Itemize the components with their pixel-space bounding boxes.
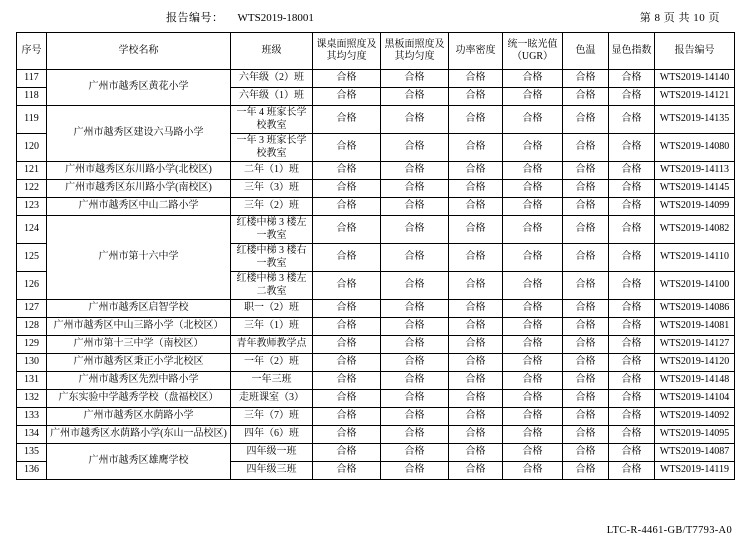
cell-board-illuminance: 合格 (381, 198, 449, 216)
cell-desk-illuminance: 合格 (313, 318, 381, 336)
cell-board-illuminance: 合格 (381, 408, 449, 426)
column-header-board-illuminance: 黑板面照度及其均匀度 (381, 33, 449, 70)
cell-report-number: WTS2019-14081 (655, 318, 735, 336)
cell-sequence: 135 (17, 444, 47, 462)
cell-desk-illuminance: 合格 (313, 426, 381, 444)
cell-sequence: 130 (17, 354, 47, 372)
cell-school-name: 广州市第十三中学（南校区） (47, 336, 231, 354)
table-row (17, 372, 735, 390)
cell-report-number: WTS2019-14135 (655, 106, 735, 134)
cell-desk-illuminance: 合格 (313, 272, 381, 300)
cell-ugr: 合格 (503, 318, 563, 336)
cell-desk-illuminance: 合格 (313, 198, 381, 216)
cell-color-temperature: 合格 (563, 300, 609, 318)
table-row (17, 426, 735, 444)
cell-report-number: WTS2019-14087 (655, 444, 735, 462)
column-header-ugr: 统一眩光值（UGR） (503, 33, 563, 70)
cell-power-density: 合格 (449, 198, 503, 216)
cell-ugr: 合格 (503, 180, 563, 198)
cell-sequence: 132 (17, 390, 47, 408)
cell-school-name: 广州市越秀区启智学校 (47, 300, 231, 318)
cell-color-rendering-index: 合格 (609, 426, 655, 444)
cell-school-name: 广州市越秀区建设六马路小学 (47, 106, 231, 162)
cell-color-rendering-index: 合格 (609, 336, 655, 354)
cell-color-rendering-index: 合格 (609, 180, 655, 198)
cell-ugr: 合格 (503, 354, 563, 372)
cell-desk-illuminance: 合格 (313, 216, 381, 244)
cell-board-illuminance: 合格 (381, 372, 449, 390)
cell-school-name: 广州市越秀区东川路小学(北校区) (47, 162, 231, 180)
table-row (17, 444, 735, 462)
cell-desk-illuminance: 合格 (313, 462, 381, 480)
cell-class: 三年（7）班 (231, 408, 313, 426)
cell-power-density: 合格 (449, 88, 503, 106)
cell-desk-illuminance: 合格 (313, 244, 381, 272)
cell-color-temperature: 合格 (563, 426, 609, 444)
column-header-report-number: 报告编号 (655, 33, 735, 70)
cell-board-illuminance: 合格 (381, 180, 449, 198)
cell-desk-illuminance: 合格 (313, 134, 381, 162)
cell-color-temperature: 合格 (563, 162, 609, 180)
cell-report-number: WTS2019-14082 (655, 216, 735, 244)
cell-power-density: 合格 (449, 444, 503, 462)
cell-board-illuminance: 合格 (381, 70, 449, 88)
cell-desk-illuminance: 合格 (313, 70, 381, 88)
cell-color-temperature: 合格 (563, 272, 609, 300)
cell-ugr: 合格 (503, 106, 563, 134)
cell-desk-illuminance: 合格 (313, 408, 381, 426)
cell-power-density: 合格 (449, 426, 503, 444)
cell-power-density: 合格 (449, 462, 503, 480)
cell-sequence: 120 (17, 134, 47, 162)
cell-color-rendering-index: 合格 (609, 318, 655, 336)
cell-school-name: 广州市越秀区先烈中路小学 (47, 372, 231, 390)
cell-ugr: 合格 (503, 70, 563, 88)
table-row (17, 408, 735, 426)
column-header-school: 学校名称 (47, 33, 231, 70)
cell-color-rendering-index: 合格 (609, 444, 655, 462)
cell-color-temperature: 合格 (563, 444, 609, 462)
cell-ugr: 合格 (503, 162, 563, 180)
cell-power-density: 合格 (449, 70, 503, 88)
table-row (17, 70, 735, 88)
page-header (16, 0, 734, 25)
column-header-desk-illuminance: 课桌面照度及其均匀度 (313, 33, 381, 70)
cell-sequence: 122 (17, 180, 47, 198)
cell-report-number: WTS2019-14113 (655, 162, 735, 180)
cell-color-temperature: 合格 (563, 354, 609, 372)
cell-ugr: 合格 (503, 372, 563, 390)
cell-school-name: 广州市越秀区中山三路小学（北校区） (47, 318, 231, 336)
cell-report-number: WTS2019-14100 (655, 272, 735, 300)
cell-report-number: WTS2019-14080 (655, 134, 735, 162)
cell-color-temperature: 合格 (563, 244, 609, 272)
cell-report-number: WTS2019-14104 (655, 390, 735, 408)
table-row (17, 300, 735, 318)
cell-class: 职一（2）班 (231, 300, 313, 318)
cell-report-number: WTS2019-14092 (655, 408, 735, 426)
cell-color-rendering-index: 合格 (609, 272, 655, 300)
cell-board-illuminance: 合格 (381, 390, 449, 408)
cell-color-temperature: 合格 (563, 390, 609, 408)
cell-sequence: 127 (17, 300, 47, 318)
cell-board-illuminance: 合格 (381, 336, 449, 354)
cell-class: 红楼中梯 3 楼右一教室 (231, 244, 313, 272)
cell-power-density: 合格 (449, 318, 503, 336)
page-indicator: 第 8 页 共 10 页 (639, 12, 720, 24)
cell-class: 一年 3 班家长学校教室 (231, 134, 313, 162)
cell-sequence: 121 (17, 162, 47, 180)
cell-school-name: 广东实验中学越秀学校（盘福校区） (47, 390, 231, 408)
cell-class: 走班课室（3） (231, 390, 313, 408)
cell-color-rendering-index: 合格 (609, 372, 655, 390)
cell-color-temperature: 合格 (563, 198, 609, 216)
cell-ugr: 合格 (503, 426, 563, 444)
cell-board-illuminance: 合格 (381, 426, 449, 444)
cell-sequence: 134 (17, 426, 47, 444)
cell-report-number: WTS2019-14119 (655, 462, 735, 480)
cell-board-illuminance: 合格 (381, 216, 449, 244)
table-row (17, 216, 735, 244)
cell-report-number: WTS2019-14127 (655, 336, 735, 354)
cell-color-temperature: 合格 (563, 462, 609, 480)
cell-ugr: 合格 (503, 390, 563, 408)
cell-sequence: 128 (17, 318, 47, 336)
cell-report-number: WTS2019-14099 (655, 198, 735, 216)
cell-color-rendering-index: 合格 (609, 408, 655, 426)
cell-school-name: 广州市越秀区中山二路小学 (47, 198, 231, 216)
cell-color-temperature: 合格 (563, 88, 609, 106)
cell-color-temperature: 合格 (563, 318, 609, 336)
cell-board-illuminance: 合格 (381, 354, 449, 372)
cell-color-temperature: 合格 (563, 336, 609, 354)
cell-class: 红楼中梯 3 楼左一教室 (231, 216, 313, 244)
cell-color-rendering-index: 合格 (609, 354, 655, 372)
report-number-label: 报告编号： (166, 12, 224, 24)
cell-board-illuminance: 合格 (381, 444, 449, 462)
cell-power-density: 合格 (449, 272, 503, 300)
table-header-row (17, 33, 735, 70)
cell-ugr: 合格 (503, 88, 563, 106)
cell-class: 三年（2）班 (231, 198, 313, 216)
cell-class: 四年级三班 (231, 462, 313, 480)
cell-power-density: 合格 (449, 162, 503, 180)
cell-ugr: 合格 (503, 444, 563, 462)
cell-ugr: 合格 (503, 134, 563, 162)
table-row (17, 162, 735, 180)
cell-board-illuminance: 合格 (381, 244, 449, 272)
cell-report-number: WTS2019-14120 (655, 354, 735, 372)
cell-power-density: 合格 (449, 244, 503, 272)
table-row (17, 318, 735, 336)
cell-class: 六年级（1）班 (231, 88, 313, 106)
cell-desk-illuminance: 合格 (313, 162, 381, 180)
cell-desk-illuminance: 合格 (313, 336, 381, 354)
column-header-power-density: 功率密度 (449, 33, 503, 70)
cell-color-rendering-index: 合格 (609, 390, 655, 408)
cell-class: 一年 4 班家长学校教室 (231, 106, 313, 134)
cell-report-number: WTS2019-14121 (655, 88, 735, 106)
cell-school-name: 广州市越秀区雄鹰学校 (47, 444, 231, 480)
cell-desk-illuminance: 合格 (313, 354, 381, 372)
cell-power-density: 合格 (449, 300, 503, 318)
cell-power-density: 合格 (449, 134, 503, 162)
cell-sequence: 129 (17, 336, 47, 354)
cell-class: 一年三班 (231, 372, 313, 390)
cell-school-name: 广州市第十六中学 (47, 216, 231, 300)
cell-color-rendering-index: 合格 (609, 244, 655, 272)
cell-sequence: 117 (17, 70, 47, 88)
cell-class: 一年（2）班 (231, 354, 313, 372)
cell-class: 青年教师教学点 (231, 336, 313, 354)
cell-color-temperature: 合格 (563, 408, 609, 426)
column-header-seq: 序号 (17, 33, 47, 70)
cell-color-rendering-index: 合格 (609, 300, 655, 318)
cell-board-illuminance: 合格 (381, 134, 449, 162)
cell-class: 红楼中梯 3 楼左二教室 (231, 272, 313, 300)
cell-board-illuminance: 合格 (381, 300, 449, 318)
cell-school-name: 广州市越秀区东川路小学(南校区) (47, 180, 231, 198)
cell-school-name: 广州市越秀区水荫路小学(东山一品校区) (47, 426, 231, 444)
cell-color-temperature: 合格 (563, 372, 609, 390)
cell-power-density: 合格 (449, 372, 503, 390)
cell-power-density: 合格 (449, 106, 503, 134)
cell-board-illuminance: 合格 (381, 162, 449, 180)
cell-class: 六年级（2）班 (231, 70, 313, 88)
cell-power-density: 合格 (449, 390, 503, 408)
cell-color-temperature: 合格 (563, 70, 609, 88)
table-row (17, 180, 735, 198)
cell-board-illuminance: 合格 (381, 88, 449, 106)
cell-color-rendering-index: 合格 (609, 216, 655, 244)
cell-school-name: 广州市越秀区黄花小学 (47, 70, 231, 106)
cell-report-number: WTS2019-14145 (655, 180, 735, 198)
inspection-table (16, 32, 735, 480)
cell-ugr: 合格 (503, 408, 563, 426)
column-header-class: 班级 (231, 33, 313, 70)
table-row (17, 336, 735, 354)
cell-ugr: 合格 (503, 300, 563, 318)
cell-sequence: 136 (17, 462, 47, 480)
cell-power-density: 合格 (449, 180, 503, 198)
cell-school-name: 广州市越秀区秉正小学北校区 (47, 354, 231, 372)
cell-ugr: 合格 (503, 336, 563, 354)
cell-color-temperature: 合格 (563, 134, 609, 162)
table-row (17, 390, 735, 408)
cell-power-density: 合格 (449, 216, 503, 244)
cell-ugr: 合格 (503, 462, 563, 480)
cell-power-density: 合格 (449, 408, 503, 426)
cell-sequence: 125 (17, 244, 47, 272)
table-row (17, 106, 735, 134)
cell-desk-illuminance: 合格 (313, 444, 381, 462)
cell-class: 四年级一班 (231, 444, 313, 462)
cell-ugr: 合格 (503, 198, 563, 216)
cell-ugr: 合格 (503, 244, 563, 272)
cell-sequence: 126 (17, 272, 47, 300)
table-row (17, 198, 735, 216)
cell-sequence: 131 (17, 372, 47, 390)
report-number-value: WTS2019-18001 (237, 12, 314, 24)
column-header-color-temperature: 色温 (563, 33, 609, 70)
cell-ugr: 合格 (503, 216, 563, 244)
cell-color-rendering-index: 合格 (609, 88, 655, 106)
cell-power-density: 合格 (449, 354, 503, 372)
cell-report-number: WTS2019-14086 (655, 300, 735, 318)
cell-report-number: WTS2019-14140 (655, 70, 735, 88)
cell-power-density: 合格 (449, 336, 503, 354)
cell-color-rendering-index: 合格 (609, 70, 655, 88)
cell-color-rendering-index: 合格 (609, 134, 655, 162)
cell-report-number: WTS2019-14110 (655, 244, 735, 272)
cell-sequence: 133 (17, 408, 47, 426)
cell-color-rendering-index: 合格 (609, 162, 655, 180)
cell-ugr: 合格 (503, 272, 563, 300)
cell-desk-illuminance: 合格 (313, 300, 381, 318)
column-header-color-rendering-index: 显色指数 (609, 33, 655, 70)
cell-color-rendering-index: 合格 (609, 106, 655, 134)
cell-report-number: WTS2019-14095 (655, 426, 735, 444)
cell-board-illuminance: 合格 (381, 318, 449, 336)
cell-board-illuminance: 合格 (381, 106, 449, 134)
cell-board-illuminance: 合格 (381, 462, 449, 480)
cell-sequence: 119 (17, 106, 47, 134)
cell-desk-illuminance: 合格 (313, 88, 381, 106)
cell-report-number: WTS2019-14148 (655, 372, 735, 390)
cell-sequence: 123 (17, 198, 47, 216)
table-head (17, 33, 735, 70)
cell-color-rendering-index: 合格 (609, 198, 655, 216)
cell-color-temperature: 合格 (563, 180, 609, 198)
cell-class: 三年（3）班 (231, 180, 313, 198)
table-row (17, 354, 735, 372)
table-body (17, 70, 735, 480)
cell-class: 四年（6）班 (231, 426, 313, 444)
cell-color-temperature: 合格 (563, 216, 609, 244)
cell-desk-illuminance: 合格 (313, 372, 381, 390)
document-code: LTC-R-4461-GB/T7793-A0 (606, 525, 732, 536)
cell-board-illuminance: 合格 (381, 272, 449, 300)
cell-sequence: 124 (17, 216, 47, 244)
cell-color-temperature: 合格 (563, 106, 609, 134)
cell-class: 二年（1）班 (231, 162, 313, 180)
cell-desk-illuminance: 合格 (313, 180, 381, 198)
cell-class: 三年（1）班 (231, 318, 313, 336)
cell-desk-illuminance: 合格 (313, 106, 381, 134)
cell-desk-illuminance: 合格 (313, 390, 381, 408)
cell-school-name: 广州市越秀区水荫路小学 (47, 408, 231, 426)
cell-sequence: 118 (17, 88, 47, 106)
cell-color-rendering-index: 合格 (609, 462, 655, 480)
